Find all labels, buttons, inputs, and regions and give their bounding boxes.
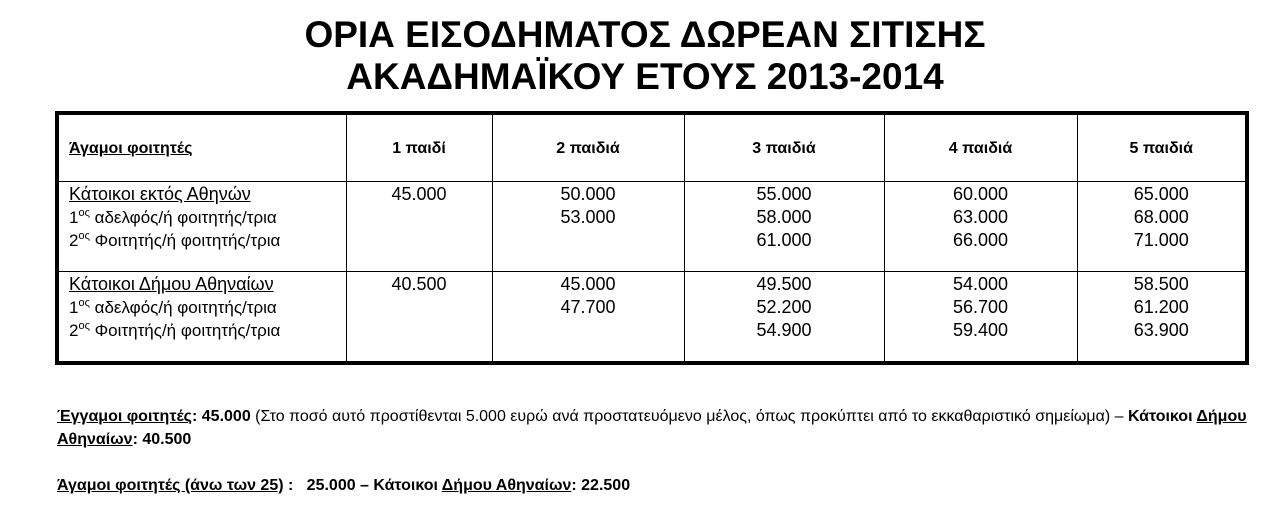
value: 47.700 (560, 297, 616, 317)
value-cell (492, 272, 684, 364)
header-cell: 3 παιδιά (684, 113, 884, 182)
note-text: (Στο ποσό αυτό προστίθενται 5.000 ευρώ ανά προστατευόμενο μέλος, όπως προκύπτει από το εκκαθαριστικό σημείωμα) – (250, 408, 1128, 425)
header-cell: 4 παιδιά (884, 113, 1077, 182)
value: 63.900 (1133, 320, 1189, 340)
row-title: Κάτοικοι Δήμου Αθηναίων (69, 274, 274, 294)
ordinal-suffix: ος (78, 320, 90, 332)
header-cell: 1 παιδί (346, 113, 492, 182)
value: 63.000 (952, 207, 1009, 227)
row-subtitle (69, 319, 346, 342)
value: 59.400 (952, 320, 1009, 340)
row-subtitle-text: αδελφός/ή φοιτητής/τρια (89, 298, 277, 317)
value: 55.000 (756, 184, 812, 204)
title-line-1: ΟΡΙΑ ΕΙΣΟΔΗΜΑΤΟΣ ΔΩΡΕΑΝ ΣΙΤΙΣΗΣ (304, 14, 986, 55)
note-value: 45.000 (201, 408, 251, 425)
value: 58.500 (1133, 274, 1189, 294)
value: 66.000 (952, 230, 1009, 250)
title-line-2: ΑΚΑΔΗΜΑΪΚΟΥ ΕΤΟΥΣ 2013-2014 (346, 56, 944, 97)
value: 50.000 (560, 184, 616, 204)
table-row (57, 182, 1247, 272)
note-label: Έγγαμοι φοιτητές (57, 408, 192, 425)
value-cell (492, 182, 684, 272)
note-residents-prefix: Κάτοικοι (1127, 408, 1197, 425)
value-cell (1077, 182, 1247, 272)
note-colon: : (283, 477, 307, 494)
row-subtitle (69, 296, 346, 319)
note-residents-value: : 40.500 (132, 431, 192, 448)
note-label: Άγαμοι φοιτητές (άνω των 25) (57, 477, 284, 494)
ordinal-number: 2 (69, 231, 79, 250)
ordinal-suffix: ος (78, 297, 90, 309)
row-subtitle-text: αδελφός/ή φοιτητής/τρια (89, 208, 277, 227)
note-value: 25.000 – Κάτοικοι (306, 477, 442, 494)
value: 65.000 (1133, 184, 1189, 204)
value: 52.200 (756, 297, 812, 317)
ordinal-number: 2 (69, 321, 79, 340)
value: 40.500 (391, 274, 447, 294)
value-cell (1077, 272, 1247, 364)
table-header-row (57, 113, 1247, 182)
row-header (57, 272, 346, 364)
note-residents-municipality: Δήμου Αθηναίων (57, 408, 1247, 448)
value: 53.000 (560, 207, 616, 227)
note-colon: : (192, 408, 202, 425)
value: 45.000 (391, 184, 447, 204)
value: 54.900 (756, 320, 812, 340)
value: 61.200 (1133, 297, 1189, 317)
value-cell (884, 182, 1077, 272)
value-cell (346, 182, 492, 272)
row-header (57, 182, 346, 272)
value-cell (684, 272, 884, 364)
value: 61.000 (756, 230, 812, 250)
value: 58.000 (756, 207, 812, 227)
ordinal-number: 1 (69, 208, 79, 227)
header-cell: 2 παιδιά (492, 113, 684, 182)
header-cell: 5 παιδιά (1077, 113, 1247, 182)
document-title (0, 14, 1280, 98)
ordinal-number: 1 (69, 298, 79, 317)
note-residents-municipality: Δήμου Αθηναίων (441, 477, 572, 494)
value: 54.000 (952, 274, 1009, 294)
row-subtitle (69, 206, 346, 229)
ordinal-suffix: ος (78, 207, 90, 219)
value: 56.700 (952, 297, 1009, 317)
over25-students-note (57, 474, 1247, 497)
married-students-note (57, 405, 1247, 451)
value: 49.500 (756, 274, 812, 294)
value: 45.000 (560, 274, 616, 294)
income-limits-table (55, 111, 1249, 365)
note-residents-value: : 22.500 (571, 477, 631, 494)
row-subtitle (69, 229, 346, 252)
value: 60.000 (952, 184, 1009, 204)
ordinal-suffix: ος (78, 230, 90, 242)
row-subtitle-text: Φοιτητής/ή φοιτητής/τρια (89, 321, 281, 340)
value-cell (884, 272, 1077, 364)
value-cell (346, 272, 492, 364)
table-row (57, 272, 1247, 364)
header-cell: Άγαμοι φοιτητές (57, 113, 346, 182)
value: 71.000 (1133, 230, 1189, 250)
value-cell (684, 182, 884, 272)
row-title: Κάτοικοι εκτός Αθηνών (69, 184, 251, 204)
value: 68.000 (1133, 207, 1189, 227)
row-subtitle-text: Φοιτητής/ή φοιτητής/τρια (89, 231, 281, 250)
